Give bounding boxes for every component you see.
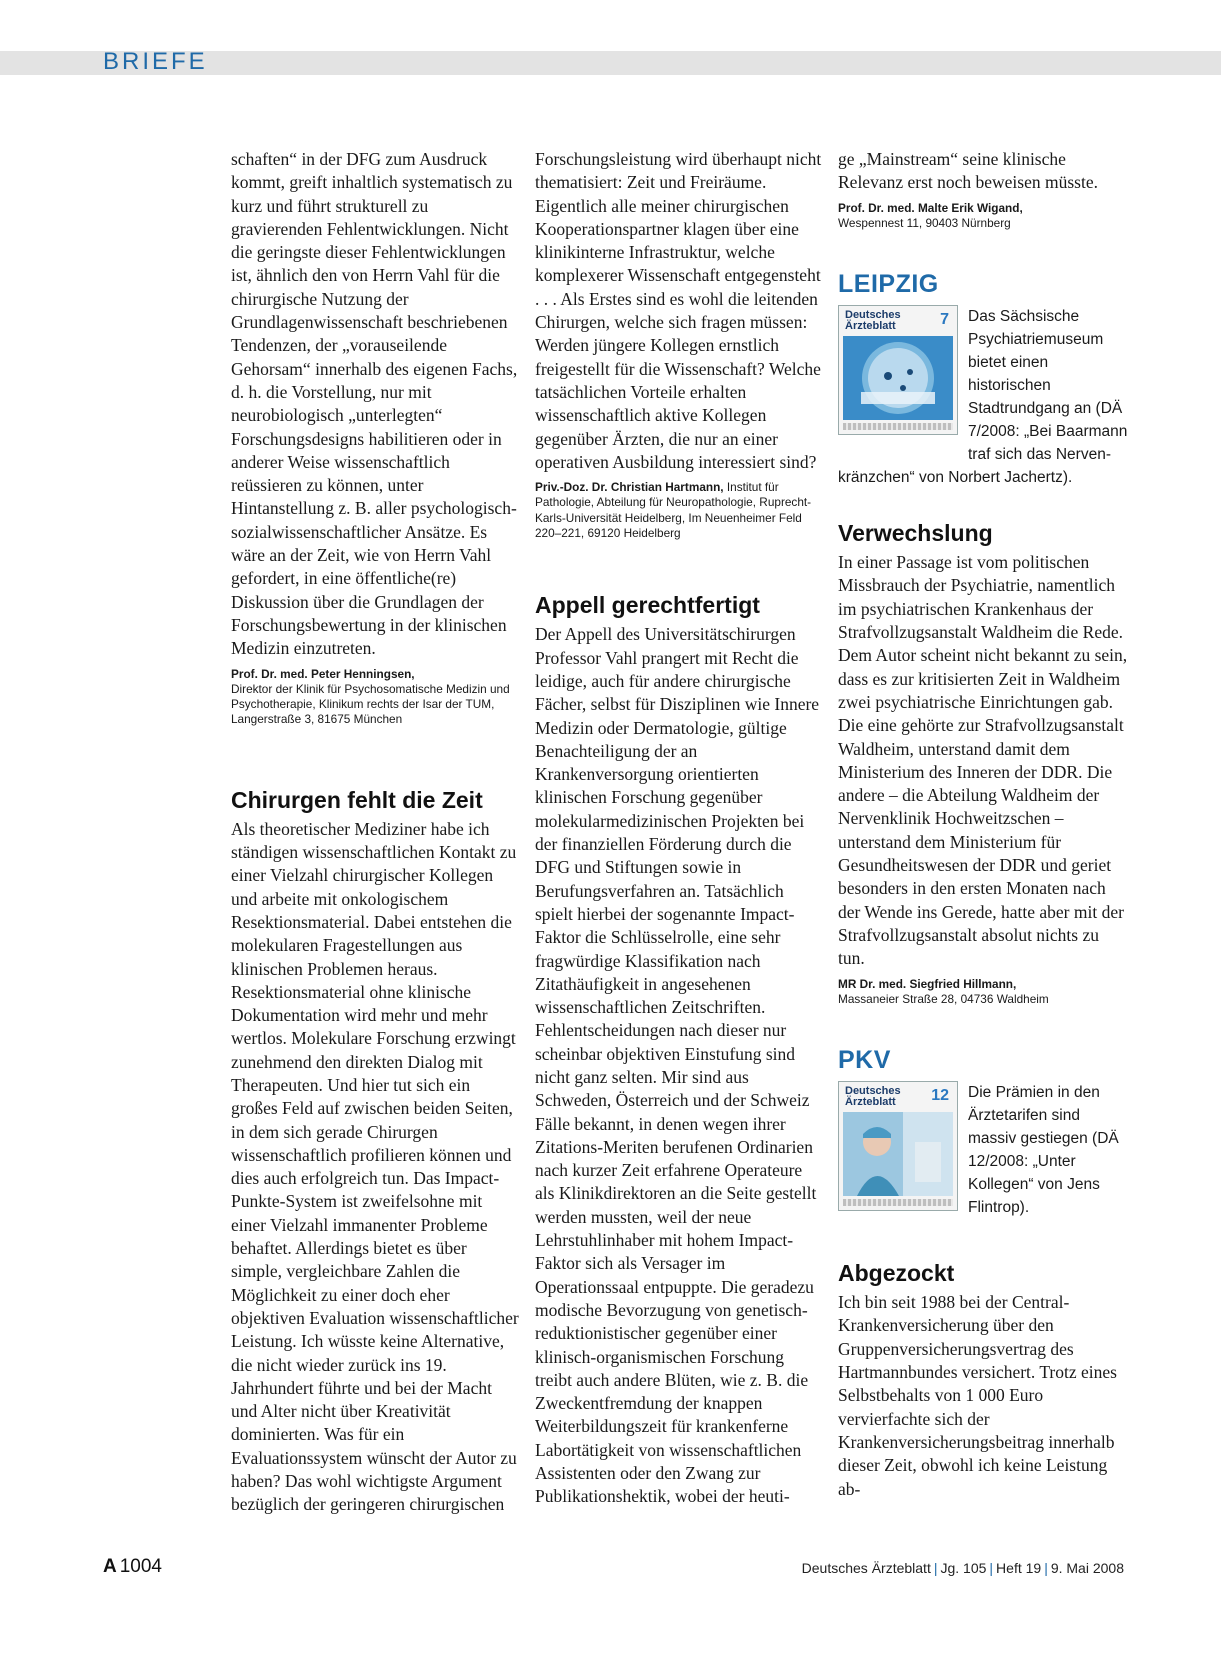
- leipzig-box: [838, 305, 1128, 466]
- heading-pkv: PKV: [838, 1046, 891, 1075]
- journal-issue: Heft 19: [996, 1560, 1042, 1576]
- page-number: [103, 1556, 162, 1578]
- page-number-value: 1004: [119, 1556, 163, 1577]
- cover-footer-strip: [843, 423, 953, 430]
- magazine-cover-image: [838, 305, 958, 435]
- author-name: Priv.-Doz. Dr. Christian Hartmann,: [535, 480, 724, 495]
- cover-issue-number: 12: [931, 1087, 949, 1105]
- author-address: Institut für Pathologie, Abteilung für Neuropathologie, Ruprecht-Karls-Universität Heidelberg, Im Neuenheimer Feld 220–221, 69120 Heidelberg: [535, 480, 812, 541]
- letter-signature: [838, 201, 1128, 232]
- letter-text: Ich bin seit 1988 bei der Central-Krankenversicherung über den Gruppenversicherungsvertrag des Hartmannbundes versichert. Trotz eines Selbstbehalts von 1 000 Euro vervierfachte sich der Krankenversicherungsbeitrag innerhalb dieser Zeit, obwohl ich keine Leistung ab-: [838, 1292, 1117, 1499]
- journal-volume: Jg. 105: [940, 1560, 987, 1576]
- author-address: Direktor der Klinik für Psychosomatische Medizin und Psychotherapie, Klinikum rechts der Isar der TUM, Langerstraße 3, 81675 München: [231, 681, 510, 727]
- cover-illustration: [843, 1112, 953, 1196]
- cover-issue-number: 7: [940, 311, 949, 329]
- author-address: Wespennest 11, 90403 Nürnberg: [838, 215, 1011, 230]
- heading-verwechslung: Verwechslung: [838, 520, 993, 547]
- cover-title: Deutsches Ärzteblatt: [845, 1085, 901, 1109]
- letter-text: Forschungsleistung wird überhaupt nicht thematisiert: Zeit und Freiräume. Eigentlich alle meiner chirurgischen Kooperationspartner klagen über eine klinikinterne Infrastruktur, welche komplexerer Wissenschaft entgegensteht . . . Als Erstes sind es wohl die leitenden Chirurgen, welche sich fragen müssen: Werden jüngere Kollegen ernstlich freigestellt für die Wissenschaft? Welche tatsächlichen Vorteile erhalten wissenschaftlich aktive Kollegen gegenüber Ärzten, die nur an einer operativen Ausbildung interessiert sind?: [535, 149, 822, 472]
- letter-text: In einer Passage ist vom politischen Missbrauch der Psychiatrie, namentlich im psychiatrischen Krankenhaus der Strafvollzugsanstalt Waldheim die Rede. Dem Autor scheint nicht bekannt zu sein, dass es zur kritisierten Zeit in Waldheim zwei psychiatrische Einrichtungen gab. Die eine gehörte zur Strafvollzugsanstalt Waldheim, unterstand damit dem Ministerium des Inneren der DDR. Die andere – die Abteilung Waldheim der Nervenklinik Hochweitzschen – unterstand dem Ministerium für Gesundheitswesen der DDR und geriet besonders in den ersten Monaten nach der Wende ins Gerede, hatte aber mit der Strafvollzugsanstalt absolut nichts zu tun.: [838, 552, 1128, 969]
- letter-text: Als theoretischer Mediziner habe ich ständigen wissenschaftlichen Kontakt zu einer Vielzahl chirurgischer Kollegen und arbeite mit onkologischem Resektionsmaterial. Dabei entstehen die molekularen Fragestellungen aus klinischen Problemen heraus. Resektionsmaterial ohne klinische Dokumentation wird mehr und mehr wertlos. Molekulare Forschung erzwingt zunehmend den direkten Dialog mit Therapeuten. Und hier tut sich ein großes Feld auf zwischen beiden Seiten, in dem sich gerade Chirurgen wissenschaftlich profilieren können und dies auch erfolgreich tun. Das Impact-Punkte-System ist zweifelsohne mit einer Vielzahl immanenter Probleme behaftet. Allerdings bietet es über simple, vergleichbare Zahlen die Möglichkeit zu einer doch eher objektiven Evaluation wissenschaftlicher Leistung. Ich wüsste keine Alternative, die nicht wieder zurück ins 19. Jahrhundert führte und bei der Macht und Alter nicht über Kreativität dominierten. Was für ein Evaluationssystem wünscht der Autor zu haben? Das wohl wichtigste Argument bezüglich der geringeren chirurgischen: [231, 818, 519, 1515]
- journal-citation: [802, 1560, 1124, 1576]
- pkv-text: Die Prämien in den Ärztetarifen sind massiv gestiegen (DÄ 12/2008: „Unter Kollegen“ von Jens Flintrop).: [968, 1084, 1119, 1217]
- cover-illustration: [843, 336, 953, 420]
- author-name: MR Dr. med. Siegfried Hillmann,: [838, 976, 1017, 991]
- letter-signature: [535, 480, 825, 541]
- column-2: [535, 148, 825, 1509]
- cover-footer-strip: [843, 1199, 953, 1206]
- pkv-box: [838, 1081, 1128, 1219]
- heading-chirurgen: Chirurgen fehlt die Zeit: [231, 786, 483, 813]
- author-name: Prof. Dr. med. Peter Henningsen,: [231, 666, 415, 681]
- separator: |: [933, 1560, 938, 1576]
- separator: |: [1044, 1560, 1048, 1576]
- magazine-cover-image: [838, 1081, 958, 1211]
- heading-abgezockt: Abgezockt: [838, 1260, 955, 1287]
- cover-title: Deutsches Ärzteblatt: [845, 309, 901, 333]
- author-address: Massaneier Straße 28, 04736 Waldheim: [838, 991, 1049, 1006]
- author-name: Prof. Dr. med. Malte Erik Wigand,: [838, 200, 1023, 215]
- leipzig-text: Das Sächsische Psychiatriemuseum bietet einen historischen Stadtrundgang an (DÄ 7/2008: „Bei Baarmann traf sich das Nerven-: [968, 308, 1128, 464]
- journal-name: Deutsches Ärzteblatt: [801, 1560, 931, 1576]
- page-prefix: A: [103, 1556, 117, 1577]
- journal-date: 9. Mai 2008: [1050, 1560, 1124, 1576]
- letter-text: schaften“ in der DFG zum Ausdruck kommt, greift inhaltlich systematisch zu kurz und führt strukturell zu gravierenden Fehlentwicklungen. Nicht die geringste dieser Fehlentwicklungen ist, ähnlich den von Herrn Vahl für die chirurgische Nutzung der Grundlagenwissenschaft beschriebenen Tendenzen, der „vorauseilende Gehorsam“ innerhalb des eigenen Fachs, d. h. die Vorstellung, nur mit neurobiologisch „unterlegten“ Forschungsdesigns habilitieren oder in anderer Weise wissenschaftlich reüssieren zu können, unter Hintanstellung z. B. aller psychologisch-sozialwissenschaftlicher Ansätze. Es wäre an der Zeit, wie von Herrn Vahl gefordert, in eine öffentliche(re) Diskussion über die Grundlagen der Forschungsbewertung in der klinischen Medizin einzutreten.: [231, 149, 518, 659]
- separator: |: [989, 1560, 994, 1576]
- heading-leipzig: LEIPZIG: [838, 270, 939, 299]
- letter-signature: [838, 977, 1128, 1008]
- column-3: [838, 148, 1128, 1501]
- heading-appell: Appell gerechtfertigt: [535, 592, 760, 619]
- letter-signature: [231, 667, 521, 728]
- letter-text: ge „Mainstream“ seine klinische Relevanz erst noch beweisen müsste.: [838, 149, 1098, 193]
- leipzig-text-continued: kränzchen“ von Norbert Jachertz).: [838, 469, 1073, 487]
- letter-text: Der Appell des Universitätschirurgen Professor Vahl prangert mit Recht die leidige, auch für andere chirurgische Fächer, selbst für Disziplinen wie Innere Medizin oder Dermatologie, gültige Benachteiligung der an Krankenversorgung orientierten klinischen Forschung gegenüber molekularmedizinischen Projekten bei der finanziellen Förderung durch die DFG und Stiftungen sowie in Berufungsverfahren an. Tatsächlich spielt hierbei der sogenannte Impact-Faktor die Schlüsselrolle, eine sehr fragwürdige Klassifikation nach Zitathäufigkeit in angesehenen wissenschaftlichen Zeitschriften. Fehlentscheidungen nach dieser nur scheinbar objektiven Einstufung sind nicht ganz selten. Mir sind aus Schweden, Österreich und der Schweiz Fälle bekannt, in denen wegen ihrer Zitations-Meriten berufenen Ordinarien nach kurzer Zeit erfahrene Operateure als Klinikdirektoren an die Seite gestellt werden mussten, weil der neue Lehrstuhlinhaber mit hohem Impact-Faktor sich als Versager im Operationssaal entpuppte. Die geradezu modische Bevorzugung von genetisch-reduktionistischer gegenüber einer klinisch-organismischen Forschung treibt auch andere Blüten, wie z. B. die Zweckentfremdung der knappen Weiterbildungszeit für krankenferne Labortätigkeit von wissenschaftlichen Assistenten oder den Zwang zur Publikationshektik, wobei der heuti-: [535, 624, 820, 1507]
- section-title: BRIEFE: [103, 48, 208, 75]
- column-1: [231, 148, 521, 1517]
